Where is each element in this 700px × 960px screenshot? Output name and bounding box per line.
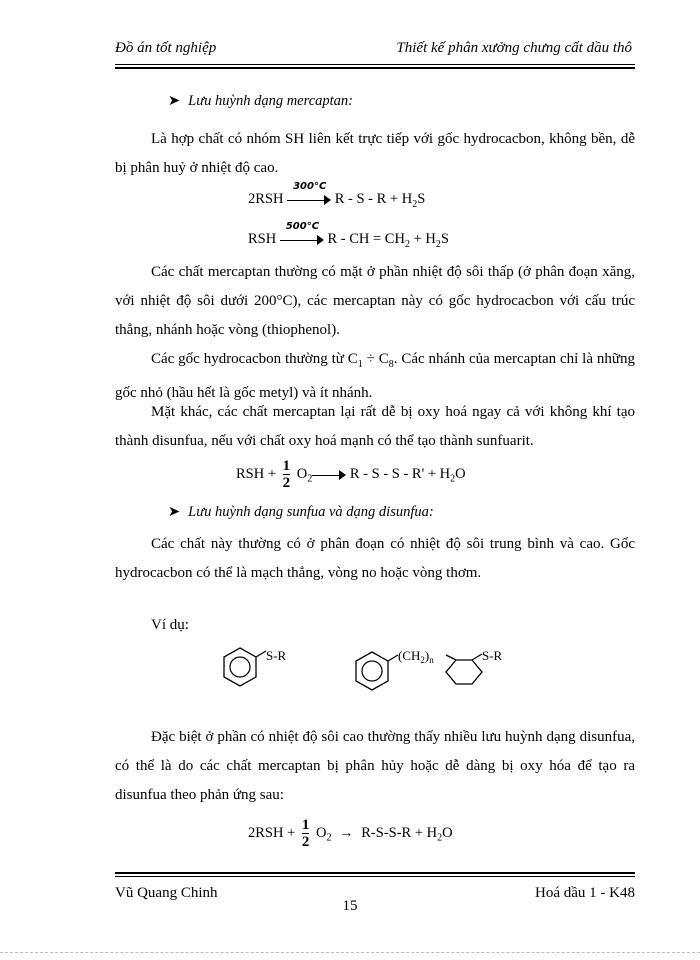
- eq1-sub: 2: [412, 198, 418, 210]
- bond: [256, 651, 266, 657]
- paragraph-sulfide: Các chất này thường có ở phân đoạn có nhiệt độ sôi trung bình và cao. Gốc hydrocacbon có thể là mạch thẳng, vòng no hoặc vòng thơm.: [115, 536, 635, 581]
- footer-rule: [115, 876, 635, 877]
- eq4-sub: 2: [437, 832, 443, 844]
- eq2-condition: 500°C: [285, 220, 320, 232]
- eq1-condition: 300°C: [293, 180, 327, 192]
- equation-2: [248, 220, 449, 250]
- frac-den: 2: [301, 834, 310, 850]
- chain-n: n: [429, 655, 434, 665]
- eq3-right-b: O: [455, 465, 466, 482]
- bullet-text: Lưu huỳnh dạng sunfua và dạng disunfua:: [188, 504, 434, 520]
- header-right: Thiết kế phân xưởng chưng cất dầu thô: [396, 40, 632, 56]
- aromatic-circle: [230, 657, 250, 677]
- eq1-right: R - S - R + H: [334, 191, 413, 207]
- equation-4: [248, 817, 453, 850]
- para3-c: . Các nhánh của mercaptan chỉ là những gốc nhỏ (hầu hết là gốc metyl) và ít nhánh.: [115, 351, 635, 401]
- eq4-o-sub: 2: [326, 832, 332, 844]
- eq4-right-b: O: [442, 824, 453, 841]
- eq3-o: O: [296, 465, 308, 482]
- paragraph-disulfide: Đặc biệt ở phần có nhiệt độ sôi cao thường thấy nhiều lưu huỳnh dạng disunfua, có thể là do các chất mercaptan bị phân hủy hoặc dễ dàng bị oxy hóa để tạo ra disunfua theo phản ứng sau:: [115, 729, 635, 803]
- arrow-icon: [280, 220, 324, 246]
- bond: [446, 655, 456, 660]
- benzene-ring: [224, 648, 256, 686]
- para3-a: Các gốc hydrocacbon thường từ C: [151, 351, 358, 367]
- chain-a: (CH: [398, 648, 421, 663]
- chain-sub: 2: [420, 655, 425, 665]
- para3-sub1: 1: [357, 359, 363, 370]
- eq1-right-b: S: [417, 191, 426, 207]
- fraction: [283, 458, 291, 491]
- structure-benzene-sr: [210, 640, 320, 700]
- eq2-left: RSH: [248, 231, 277, 247]
- para3-b: ÷ C: [362, 351, 389, 367]
- struct2-chain: [398, 648, 434, 665]
- cyclohexane-ring: [446, 660, 482, 684]
- arrow-icon: [287, 180, 331, 206]
- chain-b: ): [424, 648, 430, 663]
- header-rule: [115, 64, 635, 65]
- header-rule-thick: [115, 67, 635, 69]
- eq2-right-c: S: [440, 231, 449, 247]
- eq2-sub2: 2: [435, 238, 441, 250]
- equation-3: [236, 458, 466, 491]
- struct1-label: S-R: [266, 648, 287, 663]
- fraction: [302, 817, 310, 850]
- bullet-mercaptan: [168, 93, 353, 110]
- header-left: Đồ án tốt nghiệp: [115, 40, 217, 56]
- aromatic-circle: [362, 661, 382, 681]
- frac-num: 1: [301, 817, 310, 833]
- footer-class: Hoá dầu 1 - K48: [535, 885, 635, 901]
- equation-1: [248, 180, 426, 210]
- eq4-right: R-S-S-R + H: [361, 824, 438, 841]
- frac-num: 1: [282, 458, 291, 474]
- footer-rule-thick: [115, 872, 635, 874]
- bond: [472, 654, 482, 660]
- eq2-right: R - CH = CH: [327, 231, 405, 247]
- struct2-label: S-R: [482, 648, 503, 663]
- arrow-icon: →: [339, 824, 354, 841]
- bullet-text: Lưu huỳnh dạng mercaptan:: [188, 93, 353, 109]
- eq4-left: 2RSH +: [248, 824, 299, 841]
- eq2-right-b: + H: [409, 231, 436, 247]
- eq3-sub: 2: [450, 473, 456, 485]
- eq1-left: 2RSH: [248, 191, 284, 207]
- paragraph-mercaptan-occurrence: Các chất mercaptan thường có mặt ở phần nhiệt độ sôi thấp (ở phân đoạn xăng, với nhiệt độ sôi dưới 200°C), các mercaptan này có gốc hydrocacbon với cấu trúc thẳng, nhánh hoặc vòng (thiophenol).: [115, 264, 635, 338]
- paragraph-mercaptan-def: Là hợp chất có nhóm SH liên kết trực tiếp với gốc hydrocacbon, không bền, dễ bị phân huỷ ở nhiệt độ cao.: [115, 131, 635, 176]
- para3-sub2: 8: [388, 359, 394, 370]
- frac-den: 2: [282, 475, 291, 491]
- paragraph-oxidation: Mặt khác, các chất mercaptan lại rất dễ bị oxy hoá ngay cả với không khí tạo thành disunfua, nếu với chất oxy hoá mạnh có thể tạo thành sunfuarit.: [115, 404, 635, 449]
- bullet-sulfide: [168, 504, 434, 521]
- eq2-sub1: 2: [404, 238, 410, 250]
- structure-benzene-cyclohexane: [350, 640, 550, 700]
- bullet-arrow-icon: ➤: [168, 504, 181, 520]
- eq3-right: R - S - S - R' + H: [349, 465, 451, 482]
- eq4-o: O: [316, 824, 327, 841]
- benzene-ring: [356, 652, 388, 690]
- example-label: Ví dụ:: [151, 617, 189, 633]
- bullet-arrow-icon: ➤: [168, 93, 181, 109]
- bond: [388, 655, 398, 661]
- page-number: 15: [342, 898, 358, 914]
- arrow-icon: [312, 470, 346, 480]
- eq3-left: RSH +: [236, 465, 280, 482]
- footer-author: Vũ Quang Chinh: [115, 885, 218, 901]
- page-edge-divider: [0, 952, 700, 953]
- eq3-o-sub: 2: [307, 473, 313, 485]
